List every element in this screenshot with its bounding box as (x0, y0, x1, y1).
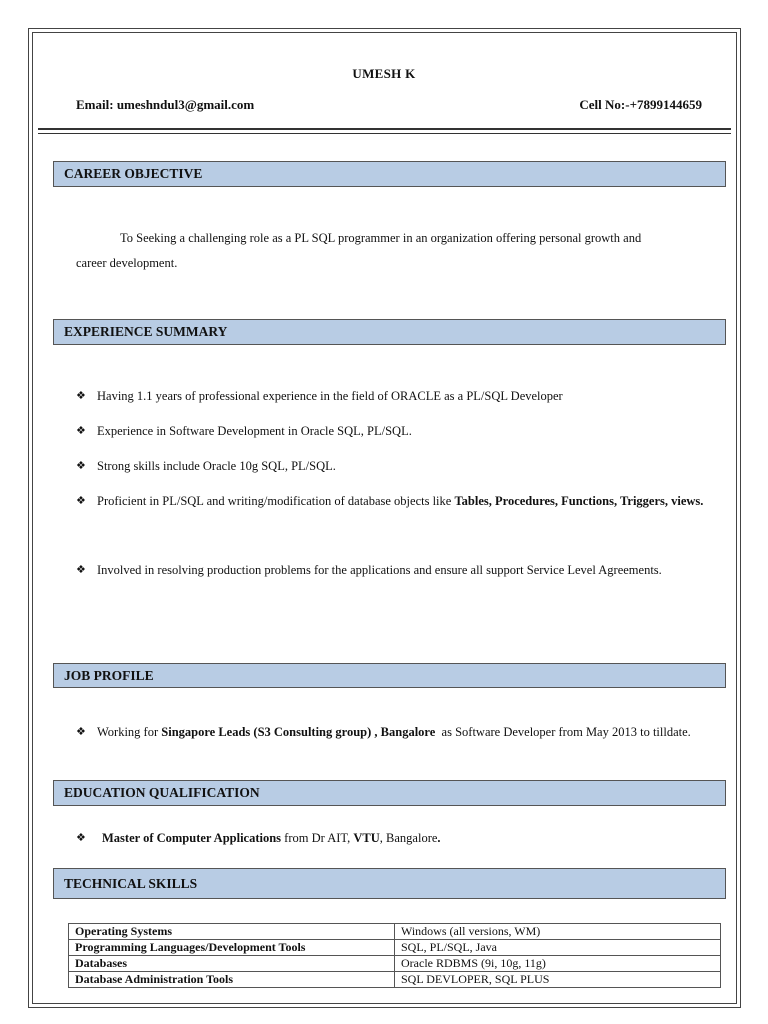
email-label: Email: (76, 97, 114, 112)
candidate-name: UMESH K (352, 66, 416, 81)
list-item-text: Experience in Software Development in Oracle SQL, PL/SQL. (97, 424, 412, 438)
bullet-diamond-icon: ❖ (76, 495, 86, 507)
list-item-text: Strong skills include Oracle 10g SQL, PL/SQL. (97, 459, 336, 473)
list-item (76, 485, 710, 518)
section-heading-job-profile: JOB PROFILE (53, 663, 726, 688)
email-line (76, 97, 254, 113)
list-item-text: Having 1.1 years of professional experience in the field of ORACLE as a PL/SQL Developer (97, 389, 563, 403)
skill-value: Oracle RDBMS (9i, 10g, 11g) (395, 956, 721, 972)
skill-value: SQL DEVLOPER, SQL PLUS (395, 972, 721, 988)
bullet-diamond-icon: ❖ (76, 832, 86, 844)
objective-line-1: To Seeking a challenging role as a PL SQL programmer in an organization offering personal growth and (120, 231, 642, 245)
table-row (69, 924, 721, 940)
bullet-diamond-icon: ❖ (76, 726, 86, 738)
skill-value: SQL, PL/SQL, Java (395, 940, 721, 956)
section-heading-technical-skills: TECHNICAL SKILLS (53, 868, 726, 899)
job-company: Singapore Leads (S3 Consulting group) , Bangalore (161, 725, 436, 739)
cell-label: Cell No:- (579, 97, 630, 112)
job-profile-item (76, 720, 710, 745)
header-rule-thick (38, 128, 731, 130)
list-item-text (97, 485, 710, 518)
list-item (76, 415, 710, 448)
cell-line (579, 97, 702, 113)
skill-category: Programming Languages/Development Tools (69, 940, 395, 956)
skill-category: Operating Systems (69, 924, 395, 940)
job-prefix: Working for (97, 725, 159, 739)
skill-category: Databases (69, 956, 395, 972)
skill-value: Windows (all versions, WM) (395, 924, 721, 940)
education-degree: Master of Computer Applications (102, 831, 282, 845)
cell-number: +7899144659 (629, 97, 702, 112)
education-university: VTU (353, 831, 380, 845)
list-item (76, 380, 710, 413)
section-heading-education: EDUCATION QUALIFICATION (53, 780, 726, 806)
objective-line-2: career development. (76, 256, 178, 270)
career-objective-text (76, 226, 712, 276)
list-item (76, 450, 710, 483)
table-row (69, 956, 721, 972)
education-end: . (437, 831, 441, 845)
section-heading-experience-summary: EXPERIENCE SUMMARY (53, 319, 726, 345)
section-heading-career-objective: CAREER OBJECTIVE (53, 161, 726, 187)
bullet-diamond-icon: ❖ (76, 390, 86, 402)
job-suffix: as Software Developer from May 2013 to tilldate. (441, 725, 691, 739)
education-text (102, 826, 710, 851)
education-city: , Bangalore (379, 831, 438, 845)
db-objects-bold: Tables, Procedures, Functions, Triggers, views. (454, 494, 704, 508)
technical-skills-table (68, 923, 721, 988)
header-rule-thin (38, 133, 731, 134)
job-profile-text (97, 720, 710, 745)
bullet-diamond-icon: ❖ (76, 564, 86, 576)
table-row (69, 972, 721, 988)
list-item-text: Involved in resolving production problems for the applications and ensure all support Service Level Agreements. (97, 563, 662, 577)
email-address[interactable]: umeshndul3@gmail.com (116, 97, 255, 112)
db-objects-text: Proficient in PL/SQL and writing/modification of database objects like (97, 494, 452, 508)
education-from: from Dr AIT, (284, 831, 351, 845)
education-item (76, 826, 710, 851)
bullet-diamond-icon: ❖ (76, 425, 86, 437)
table-row (69, 940, 721, 956)
list-item (76, 554, 710, 587)
bullet-diamond-icon: ❖ (76, 460, 86, 472)
skill-category: Database Administration Tools (69, 972, 395, 988)
